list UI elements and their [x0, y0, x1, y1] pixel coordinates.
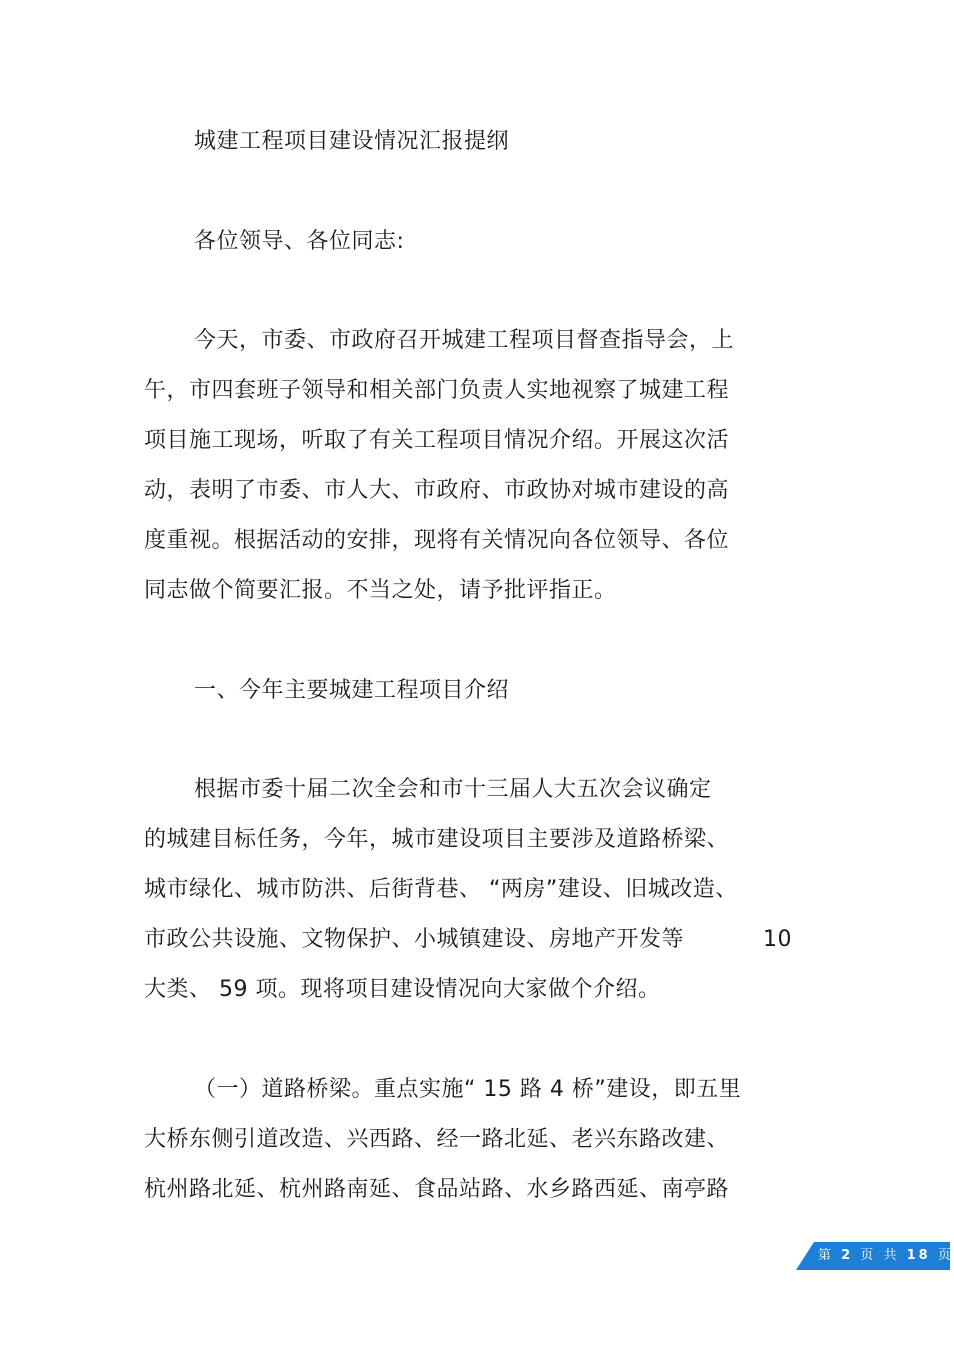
paragraph-line: 今天，市委、市政府召开城建工程项目督查指导会，上 — [194, 328, 735, 353]
paragraph-line: 大桥东侧引道改造、兴西路、经一路北延、老兴东路改建、 — [144, 1127, 730, 1152]
salutation: 各位领导、各位同志: — [194, 229, 405, 254]
document-title: 城建工程项目建设情况汇报提纲 — [194, 129, 510, 154]
paragraph-line: 同志做个简要汇报。不当之处，请予批评指正。 — [144, 578, 617, 603]
paragraph-line: 项目施工现场，听取了有关工程项目情况介绍。开展这次活 — [144, 428, 730, 453]
paragraph-line: 度重视。根据活动的安排，现将有关情况向各位领导、各位 — [144, 528, 730, 553]
page-indicator-suffix: 页 — [937, 1248, 954, 1263]
paragraph-line: 午，市四套班子领导和相关部门负责人实地视察了城建工程 — [144, 378, 730, 403]
section-heading: 一、今年主要城建工程项目介绍 — [194, 678, 510, 703]
paragraph-line: （一）道路桥梁。重点实施“ 15 路 4 桥”建设，即五里 — [194, 1077, 742, 1102]
total-pages-number: 18 — [906, 1248, 931, 1263]
page-indicator-middle: 页 共 — [860, 1248, 900, 1263]
page-indicator-prefix: 第 — [818, 1248, 835, 1263]
paragraph-line: 市政公共设施、文物保护、小城镇建设、房地产开发等 — [144, 927, 685, 952]
paragraph-line: 大类、 59 项。现将项目建设情况向大家做个介绍。 — [144, 977, 661, 1002]
paragraph-line: 城市绿化、城市防洪、后街背巷、 “两房”建设、旧城改造、 — [144, 877, 738, 902]
paragraph-line: 的城建目标任务，今年，城市建设项目主要涉及道路桥梁、 — [144, 827, 730, 852]
paragraph-number: 10 — [763, 927, 792, 952]
current-page-number: 2 — [841, 1248, 854, 1263]
paragraph-line: 杭州路北延、杭州路南延、食品站路、水乡路西延、南亭路 — [144, 1177, 730, 1202]
page-indicator — [818, 1248, 954, 1264]
paragraph-line: 根据市委十届二次全会和市十三届人大五次会议确定 — [194, 777, 712, 802]
paragraph-line: 动，表明了市委、市人大、市政府、市政协对城市建设的高 — [144, 478, 730, 503]
